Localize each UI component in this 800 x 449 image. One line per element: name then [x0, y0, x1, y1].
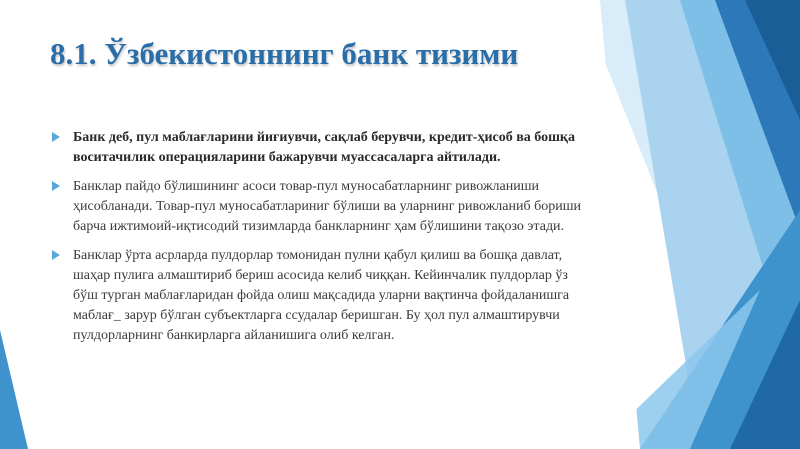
bullet-text: Банклар ўрта асрларда пулдорлар томонидан пулни қабул қилиш ва бошқа давлат, шаҳар пулига алмаштириб бериш асосида келиб чиққан. Кейинчалик пулдорлар ўз бўш турган маблағларидан фойда олиш мақсадида уларни вақтинча фойдаланишга маблағ_ зарур бўлган субъектларга ссудалар беришган. Бу ҳол пул алмаштирувчи пулдорларнинг банкирларга айланишига олиб келган. — [73, 248, 570, 343]
bullet-arrow-icon — [52, 132, 60, 142]
bullet-arrow-icon — [52, 181, 60, 191]
bullet-list — [52, 128, 587, 355]
bullet-item-origin — [52, 177, 587, 237]
bullet-text: Банк деб, пул маблағларини йиғиувчи, сақлаб берувчи, кредит-ҳисоб ва бошқа воситачилик операцияларини бажарувчи муассасаларга айтилади. — [73, 130, 575, 165]
slide-title: 8.1. Ўзбекистоннинг банк тизими — [50, 36, 519, 71]
bullet-text: Банклар пайдо бўлишининг асоси товар-пул муносабатларнинг ривожланиши ҳисобланади. Товар-пул муносабатлариниг бўлиши ва уларнинг ривожланиб бориши барча ижтимоий-иқтисодий тизимларда банкларнинг ҳам бўлишини тақозо этади. — [73, 179, 581, 234]
bullet-arrow-icon — [52, 250, 60, 260]
bullet-item-history — [52, 246, 587, 346]
bullet-item-definition — [52, 128, 587, 168]
